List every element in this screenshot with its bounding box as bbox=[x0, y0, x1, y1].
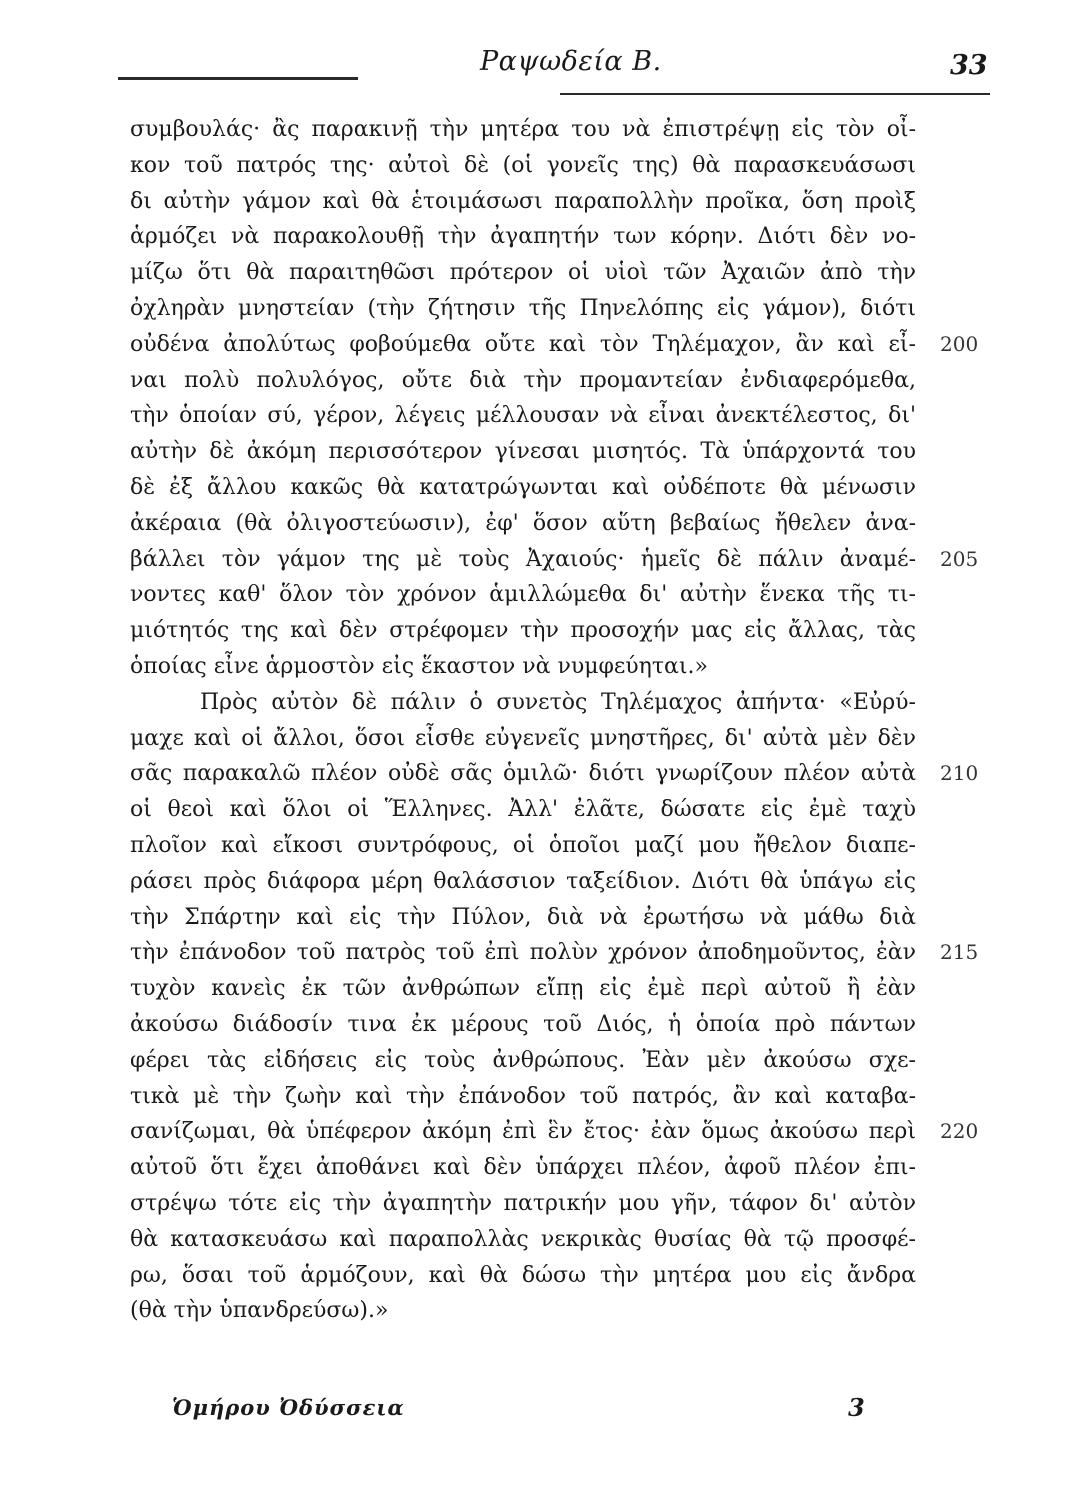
text-line bbox=[130, 1114, 979, 1150]
text-line bbox=[130, 398, 916, 434]
line-number: 205 bbox=[940, 546, 979, 571]
line-text: τὴν ἐπάνοδον τοῦ πατρὸς τοῦ ἐπὶ πολὺν χρόνον ἀποδημοῦντος, ἐὰν bbox=[130, 940, 916, 966]
text-line bbox=[130, 1079, 916, 1115]
text-line bbox=[130, 685, 916, 721]
line-text: οὐδένα ἀπολύτως φοβούμεθα οὔτε καὶ τὸν Τηλέμαχον, ἂν καὶ εἶ- bbox=[130, 331, 916, 357]
page-number: 33 bbox=[950, 50, 988, 81]
line-text: δὲ ἐξ ἄλλου κακῶς θὰ κατατρώγωνται καὶ οὐδέποτε θὰ μένωσιν bbox=[130, 474, 916, 500]
line-text: βάλλει τὸν γάμον της μὲ τοὺς Ἀχαιούς· ἡμεῖς δὲ πάλιν ἀναμέ- bbox=[130, 546, 916, 572]
text-line bbox=[130, 577, 916, 613]
text-line bbox=[130, 542, 979, 578]
line-text: τὴν ὁποίαν σύ, γέρον, λέγεις μέλλουσαν νὰ εἶναι ἀνεκτέλεστος, δι' bbox=[130, 403, 916, 429]
text-line bbox=[130, 1150, 916, 1186]
text-line bbox=[130, 184, 916, 220]
line-text: οἱ θεοὶ καὶ ὅλοι οἱ Ἕλληνες. Ἀλλ' ἐλᾶτε, δώσατε εἰς ἐμὲ ταχὺ bbox=[130, 797, 916, 823]
line-text: Πρὸς αὐτὸν δὲ πάλιν ὁ συνετὸς Τηλέμαχος ἀπήντα· «Εὐρύ- bbox=[200, 689, 916, 715]
body-text bbox=[130, 112, 979, 1329]
text-line bbox=[130, 649, 916, 685]
text-line bbox=[130, 971, 916, 1007]
line-number: 220 bbox=[940, 1119, 979, 1144]
line-text: σᾶς παρακαλῶ πλέον οὐδὲ σᾶς ὁμιλῶ· διότι γνωρίζουν πλέον αὐτὰ bbox=[130, 761, 916, 787]
header-rule bbox=[560, 93, 990, 95]
line-text: σανίζωμαι, θὰ ὑπέφερον ἀκόμη ἐπὶ ἓν ἔτος· ἐὰν ὅμως ἀκούσω περὶ bbox=[130, 1119, 916, 1145]
line-number: 210 bbox=[940, 761, 979, 786]
line-text: ὁποίας εἶνε ἁρμοστὸν εἰς ἕκαστον νὰ νυμφεύηται.» bbox=[130, 653, 708, 679]
line-number: 200 bbox=[940, 331, 979, 356]
line-text: ἁρμόζει νὰ παρακολουθῇ τὴν ἀγαπητήν των κόρην. Διότι δὲν νο- bbox=[130, 224, 916, 250]
text-line bbox=[130, 1293, 916, 1329]
text-line bbox=[130, 756, 979, 792]
line-text: ὀχληρὰν μνηστείαν (τὴν ζήτησιν τῆς Πηνελόπης εἰς γάμον), διότι bbox=[130, 295, 916, 321]
running-title: Ραψωδεία Β. bbox=[480, 46, 662, 77]
line-text: αὐτοῦ ὅτι ἔχει ἀποθάνει καὶ δὲν ὑπάρχει πλέον, ἀφοῦ πλέον ἐπι- bbox=[130, 1155, 916, 1181]
text-line bbox=[130, 291, 916, 327]
line-text: ρω, ὅσαι τοῦ ἁρμόζουν, καὶ θὰ δώσω τὴν μητέρα μου εἰς ἄνδρα bbox=[130, 1262, 916, 1288]
text-line bbox=[130, 1222, 916, 1258]
text-line bbox=[130, 219, 916, 255]
text-line bbox=[130, 434, 916, 470]
text-line bbox=[130, 935, 979, 971]
line-text: φέρει τὰς εἰδήσεις εἰς τοὺς ἀνθρώπους. Ἐὰν μὲν ἀκούσω σχε- bbox=[130, 1047, 916, 1073]
text-line bbox=[130, 148, 916, 184]
text-line bbox=[130, 506, 916, 542]
line-text: τικὰ μὲ τὴν ζωὴν καὶ τὴν ἐπάνοδον τοῦ πατρός, ἂν καὶ καταβα- bbox=[130, 1083, 916, 1109]
signature-mark: Ὁμήρου Ὀδύσσεια bbox=[172, 1395, 405, 1420]
text-line bbox=[130, 1186, 916, 1222]
text-line bbox=[130, 470, 916, 506]
line-text: (θὰ τὴν ὑπανδρεύσω).» bbox=[130, 1298, 389, 1324]
sheet-number: 3 bbox=[848, 1393, 865, 1422]
line-text: συμβουλάς· ἂς παρακινῇ τὴν μητέρα του νὰ ἐπιστρέψῃ εἰς τὸν οἶ- bbox=[130, 117, 916, 142]
line-text: ράσει πρὸς διάφορα μέρη θαλάσσιον ταξείδιον. Διότι θὰ ὑπάγω εἰς bbox=[130, 868, 916, 894]
header-rule bbox=[118, 77, 358, 80]
line-text: πλοῖον καὶ εἴκοσι συντρόφους, οἱ ὁποῖοι μαζί μου ἤθελον διαπε- bbox=[130, 832, 916, 858]
line-text: στρέψω τότε εἰς τὴν ἀγαπητὴν πατρικήν μου γῆν, τάφον δι' αὐτὸν bbox=[130, 1190, 916, 1216]
line-text: μίζω ὅτι θὰ παραιτηθῶσι πρότερον οἱ υἱοὶ τῶν Ἀχαιῶν ἀπὸ τὴν bbox=[130, 260, 916, 286]
line-text: κον τοῦ πατρός της· αὐτοὶ δὲ (οἱ γονεῖς της) θὰ παρασκευάσωσι bbox=[130, 152, 916, 178]
line-number: 215 bbox=[940, 940, 979, 965]
line-text: τὴν Σπάρτην καὶ εἰς τὴν Πύλον, διὰ νὰ ἐρωτήσω νὰ μάθω διὰ bbox=[130, 904, 916, 930]
line-text: ναι πολὺ πολυλόγος, οὔτε διὰ τὴν προμαντείαν ἐνδιαφερόμεθα, bbox=[130, 367, 916, 393]
text-line bbox=[130, 327, 979, 363]
text-line bbox=[130, 828, 916, 864]
line-text: νοντες καθ' ὅλον τὸν χρόνον ἁμιλλώμεθα δι' αὐτὴν ἕνεκα τῆς τι- bbox=[130, 582, 916, 608]
text-line bbox=[130, 721, 916, 757]
line-text: αὐτὴν δὲ ἀκόμη περισσότερον γίνεσαι μισητός. Τὰ ὑπάρχοντά του bbox=[130, 439, 916, 465]
line-text: μαχε καὶ οἱ ἄλλοι, ὅσοι εἶσθε εὐγενεῖς μνηστῆρες, δι' αὐτὰ μὲν δὲν bbox=[130, 725, 916, 751]
text-line bbox=[130, 255, 916, 291]
text-line bbox=[130, 112, 916, 148]
line-text: ἀκέραια (θὰ ὀλιγοστεύωσιν), ἐφ' ὅσον αὕτη βεβαίως ἤθελεν ἀνα- bbox=[130, 510, 916, 536]
line-text: θὰ κατασκευάσω καὶ παραπολλὰς νεκρικὰς θυσίας θὰ τῷ προσφέ- bbox=[130, 1226, 916, 1252]
text-line bbox=[130, 864, 916, 900]
text-line bbox=[130, 363, 916, 399]
line-text: τυχὸν κανεὶς ἐκ τῶν ἀνθρώπων εἴπῃ εἰς ἐμὲ περὶ αὐτοῦ ἢ ἐὰν bbox=[130, 976, 916, 1002]
line-text: μιότητός της καὶ δὲν στρέφομεν τὴν προσοχήν μας εἰς ἄλλας, τὰς bbox=[130, 618, 916, 644]
text-line bbox=[130, 1258, 916, 1294]
text-line bbox=[130, 1007, 916, 1043]
text-line bbox=[130, 792, 916, 828]
line-text: δι αὐτὴν γάμον καὶ θὰ ἑτοιμάσωσι παραπολλὴν προῖκα, ὅση προὶξ bbox=[130, 188, 916, 214]
text-line bbox=[130, 1043, 916, 1079]
text-line bbox=[130, 900, 916, 936]
line-text: ἀκούσω διάδοσίν τινα ἐκ μέρους τοῦ Διός, ἡ ὁποία πρὸ πάντων bbox=[130, 1011, 916, 1037]
text-line bbox=[130, 613, 916, 649]
